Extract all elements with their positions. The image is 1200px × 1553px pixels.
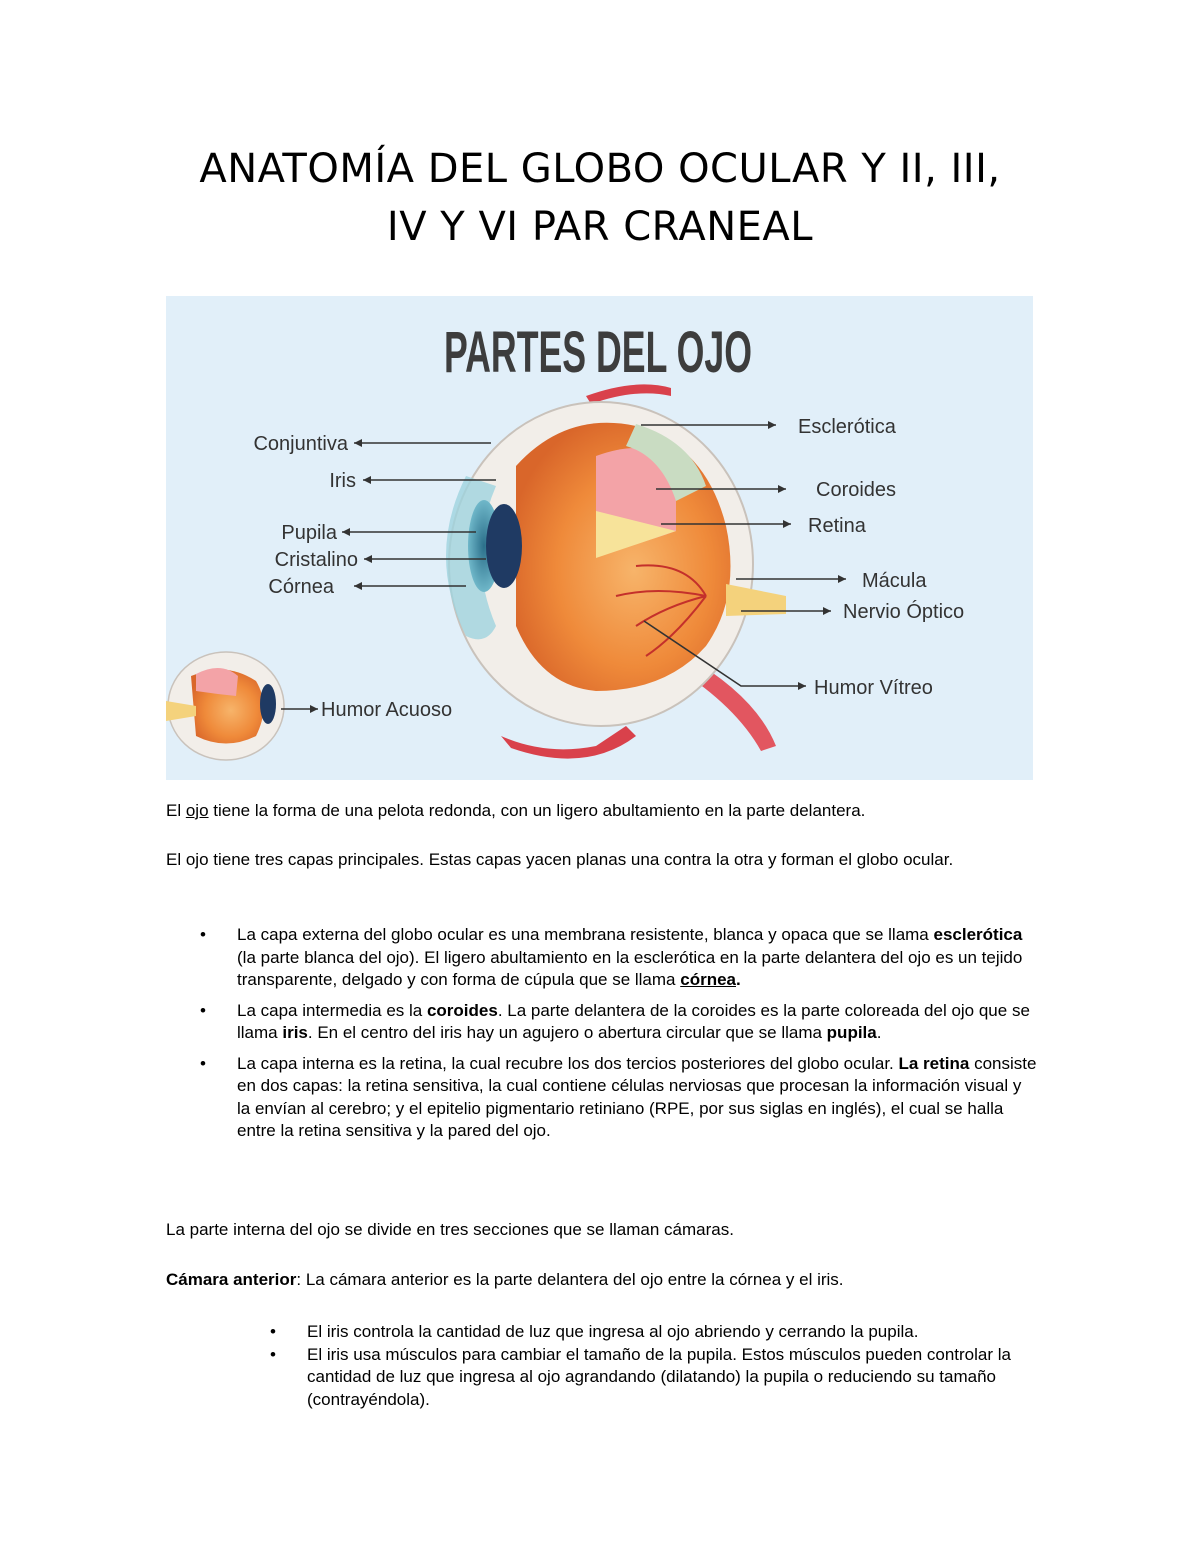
label-retina: Retina: [808, 515, 866, 537]
label-macula: Mácula: [862, 570, 927, 592]
bullet-glyph: •: [200, 1000, 206, 1020]
list-item-iris-light: [270, 1321, 1037, 1344]
item1-text-c: (la parte blanca del ojo). El ligero abultamiento en la esclerótica en la parte delantera del ojo es un tejido transparente, delgado y con forma de cúpula que se llama: [237, 947, 1023, 989]
label-esclerotica: Esclerótica: [798, 416, 896, 438]
item3-text-c: consiste en dos capas: la retina sensitiva, la cual contiene células nerviosas que procesan la información visual y la envían al cerebro; y el epitelio pigmentario retiniano (RPE, por sus siglas en inglés), el cual se halla entre la retina sensitiva y la pared del ojo.: [237, 1053, 1037, 1140]
label-cristalino: Cristalino: [274, 549, 358, 571]
layers-list: [200, 924, 1037, 1143]
term-esclerotica: esclerótica: [933, 925, 1023, 944]
document-title: [0, 140, 1200, 256]
term-cornea[interactable]: córnea: [680, 970, 736, 989]
item2-text-c: . La parte delantera de la coroides es la parte coloreada del ojo que se llama: [237, 1000, 1030, 1042]
iris-item-2-text: El iris usa músculos para cambiar el tamaño de la pupila. Estos músculos pueden controlar la cantidad de luz que ingresa al ojo agrandando (dilatando) la pupila o reduciendo su tamaño (contrayéndola).: [307, 1344, 1011, 1409]
paragraph-three-layers: El ojo tiene tres capas principales. Estas capas yacen planas una contra la otra y forman el globo ocular.: [166, 850, 954, 869]
label-conjuntiva: Conjuntiva: [253, 433, 348, 455]
iris-list: [270, 1321, 1037, 1411]
muscle-bottom: [501, 726, 636, 759]
label-cornea: Córnea: [268, 576, 334, 598]
item3-text-a: La capa interna es la retina, la cual recubre los dos tercios posteriores del globo ocular.: [237, 1053, 899, 1073]
eyeball-illustration: [446, 384, 786, 758]
item2-text-g: .: [876, 1023, 882, 1042]
bullet-glyph: •: [270, 1322, 276, 1341]
eye-diagram-figure: [166, 296, 1033, 780]
term-pupila: pupila: [826, 1023, 877, 1042]
bullet-glyph: •: [200, 1053, 206, 1073]
p4-text-b: : La cámara anterior es la parte delantera del ojo entre la córnea y el iris.: [296, 1270, 844, 1289]
list-item-inner-layer: [200, 1053, 1037, 1143]
ojo-link[interactable]: ojo: [185, 801, 209, 820]
item1-text-a: La capa externa del globo ocular es una membrana resistente, blanca y opaca que se llama: [237, 925, 934, 944]
label-coroides: Coroides: [816, 479, 897, 501]
term-iris: iris: [282, 1023, 308, 1042]
label-humor-acuoso: Humor Acuoso: [321, 699, 453, 721]
eye-diagram: [166, 296, 1033, 780]
p1-text-c: tiene la forma de una pelota redonda, con un ligero abultamiento en la parte delantera.: [208, 801, 866, 820]
label-pupila: Pupila: [281, 522, 337, 544]
p1-text-a: El: [166, 801, 186, 820]
lens-shape: [486, 504, 522, 588]
label-nervio-optico: Nervio Óptico: [843, 601, 965, 623]
term-la-retina: La retina: [898, 1053, 970, 1073]
title-line-2: IV Y VI PAR CRANEAL: [386, 204, 814, 250]
bullet-glyph: •: [200, 925, 206, 944]
list-item-outer-layer: [200, 924, 1037, 992]
paragraph-eye-shape: [166, 800, 1036, 823]
term-coroides: coroides: [426, 1000, 498, 1020]
label-humor-vitreo: Humor Vítreo: [814, 677, 933, 699]
iris-item-1-text: El iris controla la cantidad de luz que ingresa al ojo abriendo y cerrando la pupila.: [307, 1322, 919, 1341]
title-line-1: ANATOMÍA DEL GLOBO OCULAR Y II, III,: [199, 146, 1001, 192]
item1-text-e: .: [735, 970, 741, 989]
list-item-middle-layer: [200, 1000, 1037, 1045]
diagram-heading: PARTES DEL OJO: [444, 320, 752, 385]
small-eye-illustration: [166, 652, 284, 760]
label-iris: Iris: [329, 470, 356, 492]
paragraph-chambers: La parte interna del ojo se divide en tres secciones que se llaman cámaras.: [166, 1220, 734, 1239]
item2-text-e: . En el centro del iris hay un agujero o abertura circular que se llama: [307, 1023, 827, 1042]
list-item-iris-muscles: [270, 1344, 1037, 1412]
paragraph-anterior-chamber: [166, 1269, 1036, 1292]
bullet-glyph: •: [270, 1344, 276, 1364]
item2-text-a: La capa intermedia es la: [237, 1000, 427, 1020]
term-camara-anterior: Cámara anterior: [166, 1270, 297, 1289]
